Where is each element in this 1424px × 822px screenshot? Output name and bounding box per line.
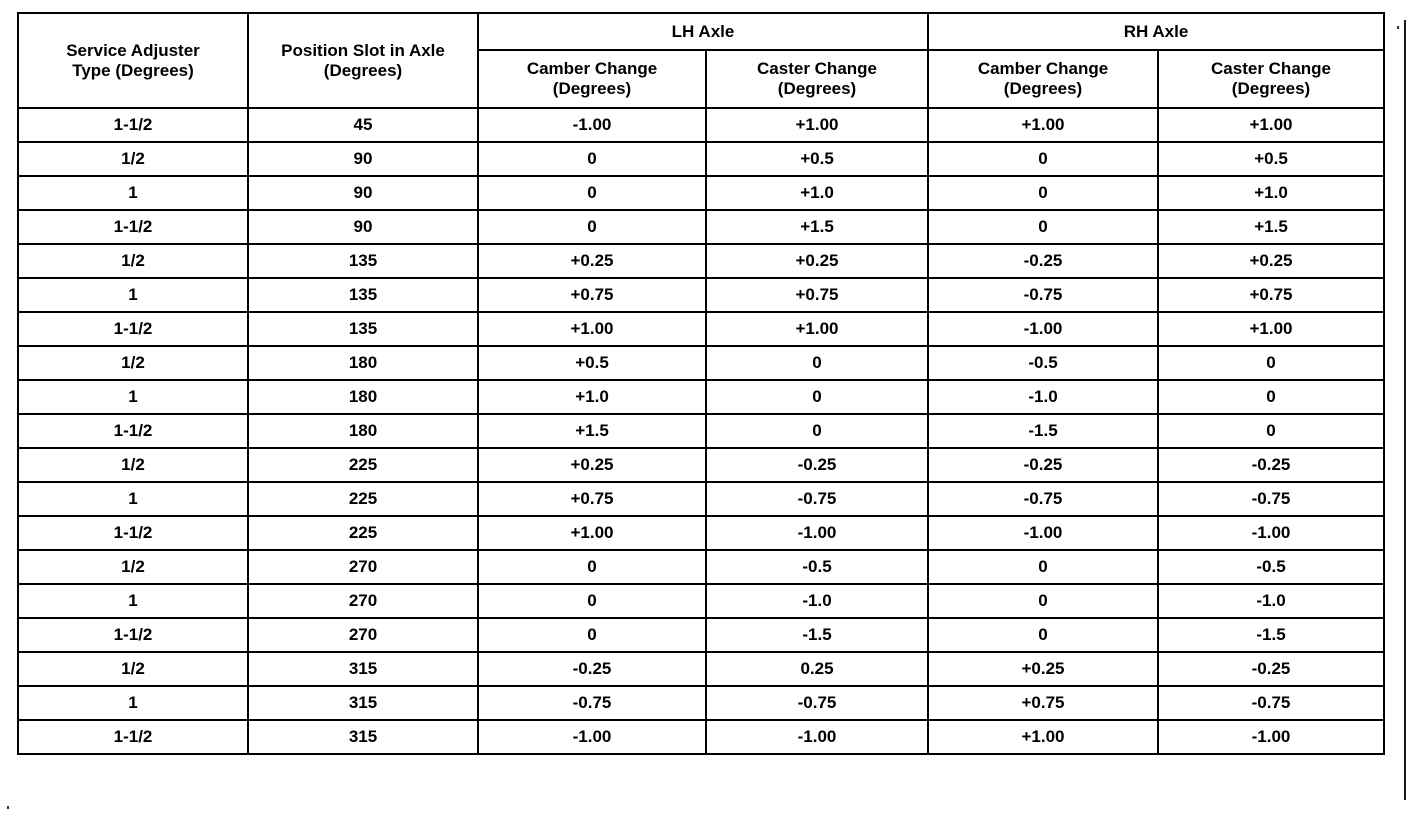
rh-camber-cell: -1.5 <box>928 414 1158 448</box>
table-row <box>18 346 1384 380</box>
lh-camber-cell: -0.75 <box>478 686 706 720</box>
service-adjuster-cell: 1-1/2 <box>18 720 248 754</box>
rh-caster-cell: 0 <box>1158 380 1384 414</box>
table-body <box>18 108 1384 754</box>
rh-caster-cell: -0.25 <box>1158 448 1384 482</box>
lh-caster-cell: 0 <box>706 380 928 414</box>
rh-caster-cell: +1.00 <box>1158 312 1384 346</box>
rh-camber-cell: +0.25 <box>928 652 1158 686</box>
service-adjuster-cell: 1 <box>18 176 248 210</box>
service-adjuster-cell: 1/2 <box>18 448 248 482</box>
rh-caster-cell: +0.5 <box>1158 142 1384 176</box>
lh-caster-cell: +1.5 <box>706 210 928 244</box>
lh-caster-cell: 0 <box>706 414 928 448</box>
lh-caster-cell: +1.0 <box>706 176 928 210</box>
rh-caster-cell: +1.00 <box>1158 108 1384 142</box>
rh-caster-cell: -1.5 <box>1158 618 1384 652</box>
service-adjuster-cell: 1 <box>18 380 248 414</box>
position-slot-cell: 225 <box>248 482 478 516</box>
position-slot-cell: 180 <box>248 346 478 380</box>
service-adjuster-cell: 1/2 <box>18 244 248 278</box>
position-slot-cell: 90 <box>248 210 478 244</box>
rh-camber-cell: -0.5 <box>928 346 1158 380</box>
lh-caster-cell: -1.00 <box>706 516 928 550</box>
rh-caster-cell: +0.25 <box>1158 244 1384 278</box>
table-row <box>18 584 1384 618</box>
rh-caster-cell: +1.0 <box>1158 176 1384 210</box>
service-adjuster-cell: 1-1/2 <box>18 312 248 346</box>
position-slot-cell: 45 <box>248 108 478 142</box>
table-row <box>18 482 1384 516</box>
lh-camber-cell: -0.25 <box>478 652 706 686</box>
lh-caster-cell: -0.75 <box>706 686 928 720</box>
position-slot-cell: 180 <box>248 414 478 448</box>
lh-caster-cell: -0.25 <box>706 448 928 482</box>
lh-camber-cell: +1.5 <box>478 414 706 448</box>
rh-camber-cell: 0 <box>928 142 1158 176</box>
rh-camber-cell: -0.25 <box>928 448 1158 482</box>
table-row <box>18 312 1384 346</box>
alignment-table-container <box>17 12 1383 755</box>
rh-camber-cell: -0.75 <box>928 278 1158 312</box>
lh-caster-header <box>706 50 928 108</box>
rh-caster-cell: +1.5 <box>1158 210 1384 244</box>
lh-camber-cell: 0 <box>478 618 706 652</box>
position-slot-cell: 225 <box>248 448 478 482</box>
position-slot-cell: 270 <box>248 584 478 618</box>
lh-camber-cell: +0.5 <box>478 346 706 380</box>
rh-caster-cell: -0.25 <box>1158 652 1384 686</box>
service-adjuster-cell: 1/2 <box>18 142 248 176</box>
table-row <box>18 244 1384 278</box>
lh-caster-cell: +1.00 <box>706 312 928 346</box>
rh-caster-cell: -1.00 <box>1158 720 1384 754</box>
rh-camber-cell: +1.00 <box>928 108 1158 142</box>
position-slot-cell: 135 <box>248 278 478 312</box>
lh-caster-cell: -1.5 <box>706 618 928 652</box>
lh-caster-cell: -1.0 <box>706 584 928 618</box>
table-row <box>18 618 1384 652</box>
service-adjuster-cell: 1-1/2 <box>18 108 248 142</box>
service-adjuster-cell: 1-1/2 <box>18 618 248 652</box>
rh-camber-cell: 0 <box>928 584 1158 618</box>
rh-caster-cell: -0.75 <box>1158 482 1384 516</box>
lh-caster-cell: 0 <box>706 346 928 380</box>
rh-caster-header-label: Caster Change (Degrees) <box>1211 59 1331 98</box>
lh-camber-cell: 0 <box>478 550 706 584</box>
position-slot-cell: 135 <box>248 244 478 278</box>
scan-speck <box>1397 26 1399 29</box>
service-adjuster-cell: 1/2 <box>18 652 248 686</box>
lh-camber-header-label: Camber Change (Degrees) <box>526 59 658 98</box>
rh-caster-cell: +0.75 <box>1158 278 1384 312</box>
service-adjuster-header-label: Service Adjuster Type (Degrees) <box>66 40 200 80</box>
table-row <box>18 448 1384 482</box>
table-row <box>18 142 1384 176</box>
service-adjuster-cell: 1 <box>18 482 248 516</box>
lh-caster-cell: +0.75 <box>706 278 928 312</box>
position-slot-cell: 270 <box>248 550 478 584</box>
rh-camber-cell: -0.75 <box>928 482 1158 516</box>
group-header-row <box>18 13 1384 50</box>
lh-caster-cell: +0.5 <box>706 142 928 176</box>
lh-caster-cell: +1.00 <box>706 108 928 142</box>
rh-camber-cell: -1.00 <box>928 516 1158 550</box>
adjuster-alignment-table <box>17 12 1385 755</box>
rh-caster-cell: -1.00 <box>1158 516 1384 550</box>
lh-camber-cell: 0 <box>478 584 706 618</box>
table-row <box>18 516 1384 550</box>
rh-axle-header: RH Axle <box>928 13 1384 50</box>
lh-caster-cell: -0.75 <box>706 482 928 516</box>
rh-camber-cell: +0.75 <box>928 686 1158 720</box>
lh-camber-cell: +0.75 <box>478 482 706 516</box>
position-slot-header <box>248 13 478 108</box>
rh-camber-cell: 0 <box>928 176 1158 210</box>
position-slot-cell: 315 <box>248 686 478 720</box>
rh-camber-cell: 0 <box>928 550 1158 584</box>
scan-edge-line <box>1404 20 1406 800</box>
service-adjuster-cell: 1-1/2 <box>18 414 248 448</box>
lh-camber-cell: +0.25 <box>478 244 706 278</box>
lh-camber-cell: 0 <box>478 210 706 244</box>
scan-speck <box>7 806 9 809</box>
service-adjuster-cell: 1 <box>18 686 248 720</box>
rh-camber-cell: -0.25 <box>928 244 1158 278</box>
rh-camber-header <box>928 50 1158 108</box>
position-slot-cell: 225 <box>248 516 478 550</box>
position-slot-cell: 180 <box>248 380 478 414</box>
lh-camber-cell: +1.00 <box>478 312 706 346</box>
rh-caster-cell: -1.0 <box>1158 584 1384 618</box>
lh-camber-cell: +0.75 <box>478 278 706 312</box>
service-adjuster-cell: 1-1/2 <box>18 516 248 550</box>
lh-camber-cell: +1.0 <box>478 380 706 414</box>
rh-caster-header <box>1158 50 1384 108</box>
service-adjuster-cell: 1/2 <box>18 550 248 584</box>
table-row <box>18 210 1384 244</box>
table-row <box>18 380 1384 414</box>
position-slot-cell: 315 <box>248 720 478 754</box>
service-adjuster-cell: 1 <box>18 278 248 312</box>
rh-caster-cell: 0 <box>1158 346 1384 380</box>
rh-camber-header-label: Camber Change (Degrees) <box>977 59 1109 98</box>
lh-caster-cell: -0.5 <box>706 550 928 584</box>
table-row <box>18 278 1384 312</box>
lh-camber-cell: +1.00 <box>478 516 706 550</box>
rh-caster-cell: -0.5 <box>1158 550 1384 584</box>
position-slot-cell: 135 <box>248 312 478 346</box>
service-adjuster-cell: 1 <box>18 584 248 618</box>
lh-camber-cell: 0 <box>478 142 706 176</box>
table-row <box>18 720 1384 754</box>
rh-camber-cell: +1.00 <box>928 720 1158 754</box>
table-row <box>18 652 1384 686</box>
rh-camber-cell: 0 <box>928 618 1158 652</box>
lh-caster-cell: -1.00 <box>706 720 928 754</box>
table-row <box>18 108 1384 142</box>
position-slot-cell: 90 <box>248 176 478 210</box>
table-row <box>18 176 1384 210</box>
service-adjuster-header <box>18 13 248 108</box>
service-adjuster-cell: 1/2 <box>18 346 248 380</box>
position-slot-cell: 315 <box>248 652 478 686</box>
lh-caster-header-label: Caster Change (Degrees) <box>757 59 877 98</box>
table-row <box>18 686 1384 720</box>
position-slot-cell: 270 <box>248 618 478 652</box>
rh-camber-cell: -1.00 <box>928 312 1158 346</box>
table-row <box>18 414 1384 448</box>
rh-caster-cell: -0.75 <box>1158 686 1384 720</box>
rh-caster-cell: 0 <box>1158 414 1384 448</box>
table-row <box>18 550 1384 584</box>
lh-caster-cell: 0.25 <box>706 652 928 686</box>
lh-camber-cell: +0.25 <box>478 448 706 482</box>
position-slot-header-label: Position Slot in Axle (Degrees) <box>281 40 445 80</box>
rh-camber-cell: 0 <box>928 210 1158 244</box>
lh-camber-cell: -1.00 <box>478 108 706 142</box>
lh-camber-cell: 0 <box>478 176 706 210</box>
service-adjuster-cell: 1-1/2 <box>18 210 248 244</box>
lh-caster-cell: +0.25 <box>706 244 928 278</box>
rh-camber-cell: -1.0 <box>928 380 1158 414</box>
position-slot-cell: 90 <box>248 142 478 176</box>
lh-camber-cell: -1.00 <box>478 720 706 754</box>
lh-camber-header <box>478 50 706 108</box>
lh-axle-header: LH Axle <box>478 13 928 50</box>
